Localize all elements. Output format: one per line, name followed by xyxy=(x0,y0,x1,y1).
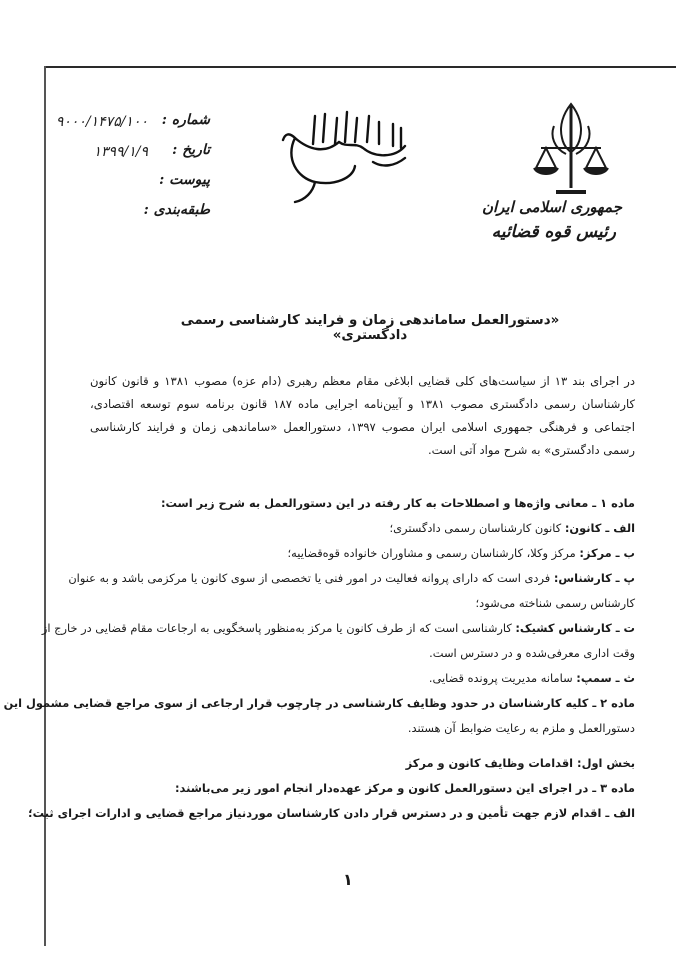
article-3-item-a: الف ـ اقدام لازم جهت تأمین و در دسترس قرار دادن کارشناسان موردنیاز مراجع قضایی و ادارات اجرای ثبت؛ xyxy=(28,806,635,820)
page-number: ۱ xyxy=(343,870,353,889)
definition-b-text: مرکز وکلا، کارشناسان رسمی و مشاوران خانواده قوه‌قضاییه؛ xyxy=(287,546,580,560)
definition-p-text: فردی است که دارای پروانه فعالیت در امور فنی یا تخصصی از سوی کانون یا مرکزمی باشد و به عنوان xyxy=(68,571,554,585)
classification-label: طبقه‌بندی : xyxy=(143,202,210,218)
definition-t-label: ت ـ کارشناس کشیک: xyxy=(515,621,635,635)
definition-p-continued: کارشناس رسمی شناخته می‌شود؛ xyxy=(475,596,635,610)
definition-p-label: پ ـ کارشناس: xyxy=(553,571,635,585)
definition-b xyxy=(288,546,635,560)
attachment-label: پیوست : xyxy=(159,172,210,188)
article-3: ماده ۳ ـ در اجرای این دستورالعمل کانون و مرکز عهده‌دار انجام امور زیر می‌باشند: xyxy=(174,781,635,795)
definition-t-continued: وقت اداری معرفی‌شده و در دسترس است. xyxy=(429,646,635,660)
number-label: شماره : xyxy=(161,112,210,128)
date-row xyxy=(60,142,210,172)
office-name: رئیس قوه قضائیه xyxy=(491,222,616,242)
number-value: ۹۰۰۰/۱۴۷۵/۱۰۰ xyxy=(55,114,148,130)
number-row xyxy=(55,112,210,142)
definition-t-text: کارشناسی است که از طرف کانون یا مرکز به‌منظور پاسخگویی به ارجاعات مقام قضایی در خارج از xyxy=(41,621,516,635)
definition-b-label: ب ـ مرکز: xyxy=(579,546,635,560)
definition-s-text: سامانه مدیریت پرونده قضایی. xyxy=(428,671,577,685)
republic-name: جمهوری اسلامی ایران xyxy=(481,198,622,216)
definition-p xyxy=(68,571,635,585)
document-body xyxy=(3,370,636,820)
date-label: تاریخ : xyxy=(172,142,210,158)
iran-emblem-icon xyxy=(526,96,616,201)
scan-top-edge xyxy=(44,66,676,68)
basmala-calligraphy xyxy=(255,98,425,208)
definition-s xyxy=(429,671,635,685)
definition-t xyxy=(42,621,635,635)
attachment-row xyxy=(60,172,210,202)
article-2-line-2: دستورالعمل و ملزم به رعایت ضوابط آن هستند. xyxy=(407,721,635,735)
document-title: «دستورالعمل ساماندهی زمان و فرایند کارشناسی رسمی دادگستری» xyxy=(180,313,560,343)
definition-a-label: الف ـ کانون: xyxy=(564,521,635,535)
article-2-line-1: ماده ۲ ـ کلیه کارشناسان در حدود وظایف کارشناسی در چارچوب قرار ارجاعی از سوی مراجع قضایی مشمول این xyxy=(3,696,635,710)
classification-row xyxy=(60,202,210,232)
date-value: ۱۳۹۹/۱/۹ xyxy=(93,144,148,160)
reference-fields xyxy=(55,112,210,232)
article-1-heading: ماده ۱ ـ معانی واژه‌ها و اصطلاحات به کار رفته در این دستورالعمل به شرح زیر است: xyxy=(160,496,635,510)
definition-a-text: کانون کارشناسان رسمی دادگستری؛ xyxy=(389,521,565,535)
definition-s-label: ث ـ سمپ: xyxy=(576,671,635,685)
letterhead-organization xyxy=(482,196,622,246)
definition-a xyxy=(390,521,635,535)
section-1-heading: بخش اول: اقدامات وظایف کانون و مرکز xyxy=(405,756,635,770)
intro-paragraph: در اجرای بند ۱۳ از سیاست‌های کلی قضایی ابلاغی مقام معظم رهبری (دام عزه) مصوب ۱۳۸۱ و قانون کانون کارشناسان رسمی دادگستری مصوب ۱۳۸۱ و آیین‌نامه اجرایی ماده ۱۸۷ قانون برنامه سوم توسعه اقتصادی، اجتماعی و فرهنگی جمهوری اسلامی ایران مصوب ۱۳۹۷، دستورالعمل «ساماندهی زمان و فرایند کارشناسی رسمی دادگستری» به شرح مواد آتی است. xyxy=(90,374,636,457)
